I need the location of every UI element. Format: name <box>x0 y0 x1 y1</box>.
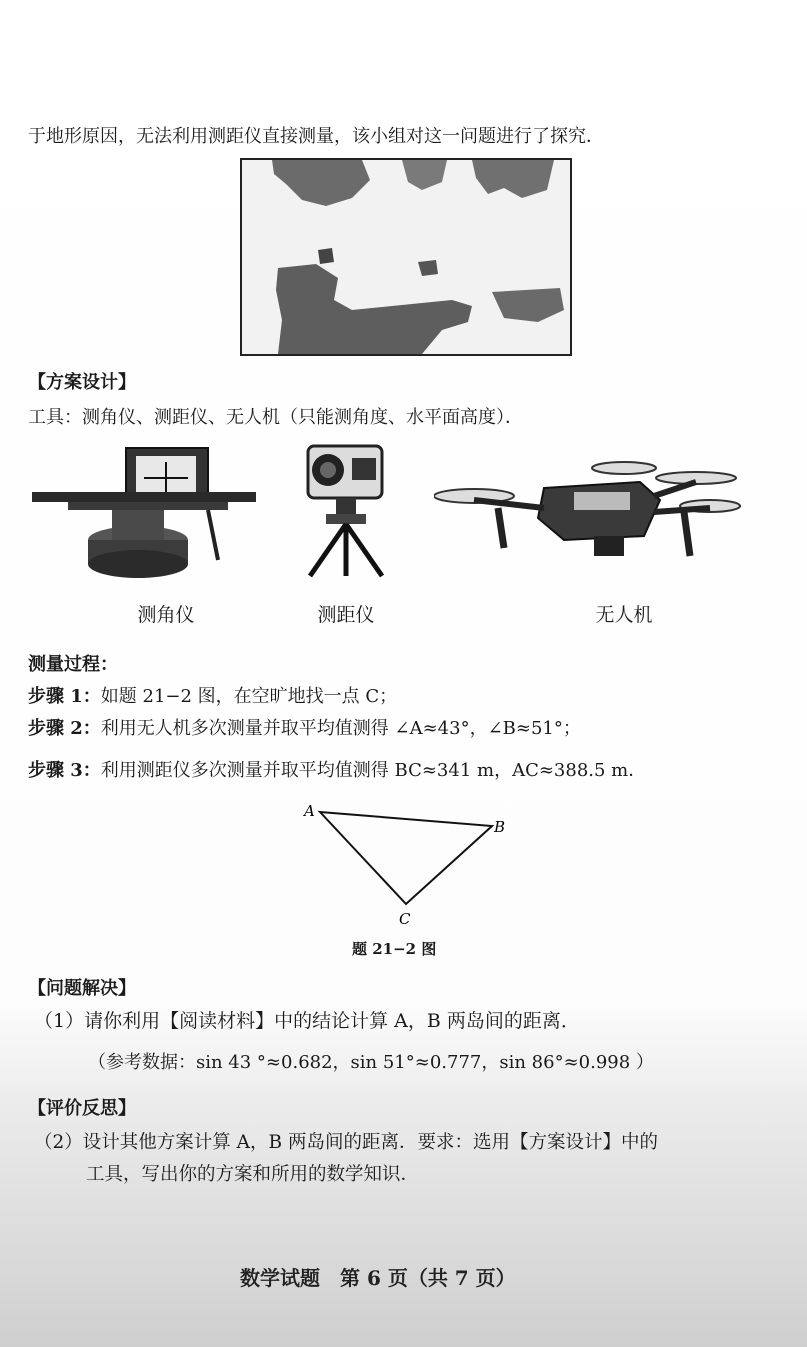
solve-heading: 【问题解决】 <box>28 978 136 999</box>
step-3-label: 步骤 3： <box>28 760 101 781</box>
protractor-instrument-icon <box>28 440 260 588</box>
question-2-line-2: 工具，写出你的方案和所用的数学知识． <box>86 1164 420 1185</box>
question-1: （1）请你利用【阅读材料】中的结论计算 A，B 两岛间的距离． <box>34 1010 580 1032</box>
triangle-figure <box>296 800 516 930</box>
question-2-line-1: （2）设计其他方案计算 A，B 两岛间的距离．要求：选用【方案设计】中的 <box>34 1132 658 1153</box>
islands-photo-graphic <box>242 160 570 354</box>
triangle-abc <box>320 812 492 904</box>
vertex-a-label: A <box>304 802 315 820</box>
vertex-b-label: B <box>494 818 506 836</box>
tools-line: 工具：测角仪、测距仪、无人机（只能测角度、水平面高度）． <box>28 407 523 428</box>
drone-icon <box>434 456 744 580</box>
step-2-label: 步骤 2： <box>28 718 101 739</box>
process-heading: 测量过程： <box>28 654 118 675</box>
step-3-text: 利用测距仪多次测量并取平均值测得 BC≈341 m，AC≈388.5 m． <box>100 760 647 781</box>
vertex-c-label: C <box>399 910 411 928</box>
reflect-heading: 【评价反思】 <box>28 1098 136 1119</box>
rangefinder-icon <box>300 440 390 580</box>
figure-caption: 题 21−2 图 <box>352 940 437 958</box>
step-1-label: 步骤 1： <box>28 686 101 707</box>
reference-data: （参考数据：sin 43 °≈0.682，sin 51°≈0.777，sin 86°≈0.998 ） <box>88 1052 654 1073</box>
step-3 <box>28 756 646 782</box>
step-2-text: 利用无人机多次测量并取平均值测得 ∠A≈43°，∠B≈51°； <box>100 718 581 739</box>
tool-label-protractor: 测角仪 <box>137 604 195 626</box>
tool-label-rangefinder: 测距仪 <box>317 604 375 626</box>
intro-text: 于地形原因，无法利用测距仪直接测量，该小组对这一问题进行了探究． <box>28 126 604 147</box>
page-footer: 数学试题 第 6 页（共 7 页） <box>240 1266 516 1290</box>
design-heading: 【方案设计】 <box>28 372 136 393</box>
step-2 <box>28 714 581 740</box>
islands-photo <box>240 158 572 356</box>
step-1 <box>28 682 397 708</box>
step-1-text: 如题 21−2 图，在空旷地找一点 C； <box>100 686 398 707</box>
tool-label-drone: 无人机 <box>595 604 653 626</box>
